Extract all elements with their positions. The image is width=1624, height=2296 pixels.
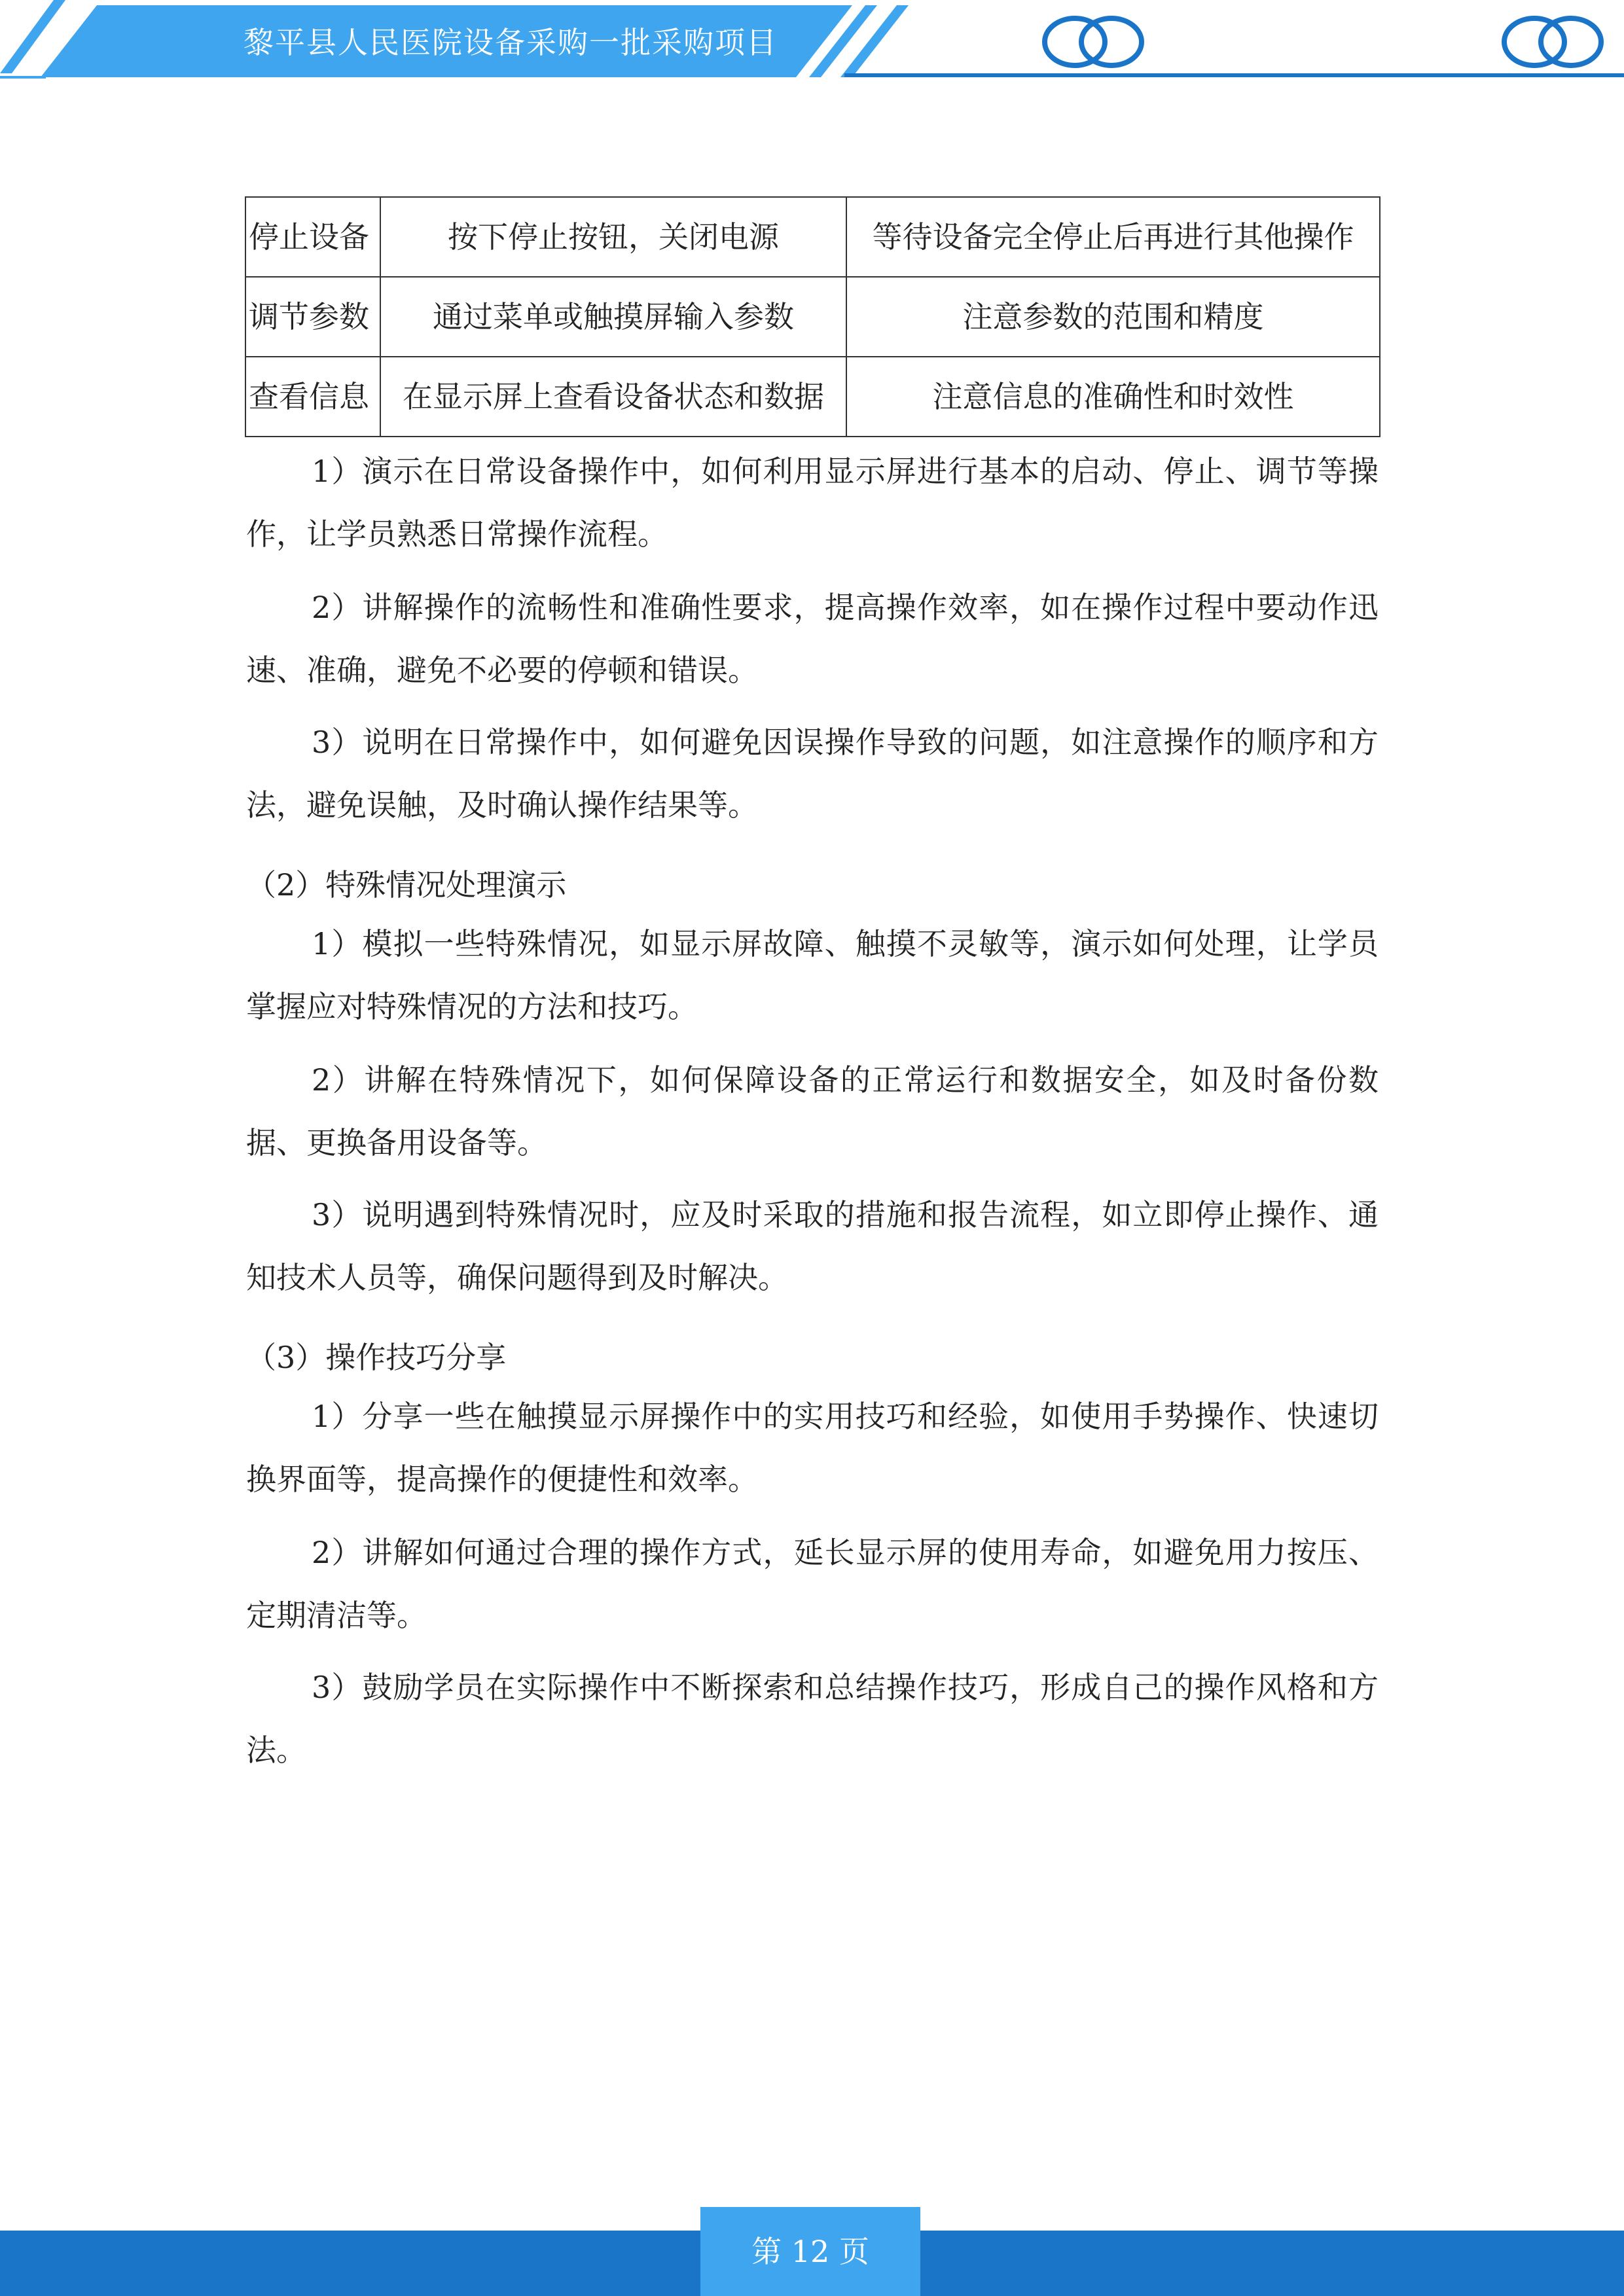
paragraph: 2）讲解如何通过合理的操作方式，延长显示屏的使用寿命，如避免用力按压、定期清洁等。 [246,1535,1379,1633]
page-header [0,0,1624,85]
section-heading: （2）特殊情况处理演示 [246,867,567,903]
paragraph: 2）讲解在特殊情况下，如何保障设备的正常运行和数据安全，如及时备份数据、更换备用设备等。 [246,1062,1379,1160]
table-cell-note: 注意信息的准确性和时效性 [846,357,1380,437]
operation-table [245,196,1380,437]
rings-logo-icon [1034,13,1152,72]
table-cell-action: 查看信息 [245,357,380,437]
table-row [245,277,1380,357]
table-cell-note: 等待设备完全停止后再进行其他操作 [846,197,1380,277]
paragraph: 3）说明遇到特殊情况时，应及时采取的措施和报告流程，如立即停止操作、通知技术人员等，确保问题得到及时解决。 [246,1197,1379,1295]
header-title: 黎平县人民医院设备采购一批采购项目 [244,25,778,60]
table-cell-method: 按下停止按钮，关闭电源 [380,197,846,277]
table-cell-action: 停止设备 [245,197,380,277]
paragraph: 3）说明在日常操作中，如何避免因误操作导致的问题，如注意操作的顺序和方法，避免误触，及时确认操作结果等。 [246,725,1379,823]
rings-logo-icon [1494,13,1612,72]
table-cell-method: 通过菜单或触摸屏输入参数 [380,277,846,357]
paragraph: 1）分享一些在触摸显示屏操作中的实用技巧和经验，如使用手势操作、快速切换界面等，提高操作的便捷性和效率。 [246,1399,1379,1497]
section-heading: （3）操作技巧分享 [246,1340,507,1375]
page-number: 第 12 页 [751,2234,869,2269]
table-cell-method: 在显示屏上查看设备状态和数据 [380,357,846,437]
paragraph: 2）讲解操作的流畅性和准确性要求，提高操作效率，如在操作过程中要动作迅速、准确，避免不必要的停顿和错误。 [246,590,1379,688]
paragraph: 1）演示在日常设备操作中，如何利用显示屏进行基本的启动、停止、调节等操作，让学员熟悉日常操作流程。 [246,454,1379,552]
table-cell-note: 注意参数的范围和精度 [846,277,1380,357]
table-cell-action: 调节参数 [245,277,380,357]
table-row [245,357,1380,437]
paragraph: 3）鼓励学员在实际操作中不断探索和总结操作技巧，形成自己的操作风格和方法。 [246,1670,1379,1768]
table-row [245,197,1380,277]
paragraph: 1）模拟一些特殊情况，如显示屏故障、触摸不灵敏等，演示如何处理，让学员掌握应对特殊情况的方法和技巧。 [246,926,1379,1024]
